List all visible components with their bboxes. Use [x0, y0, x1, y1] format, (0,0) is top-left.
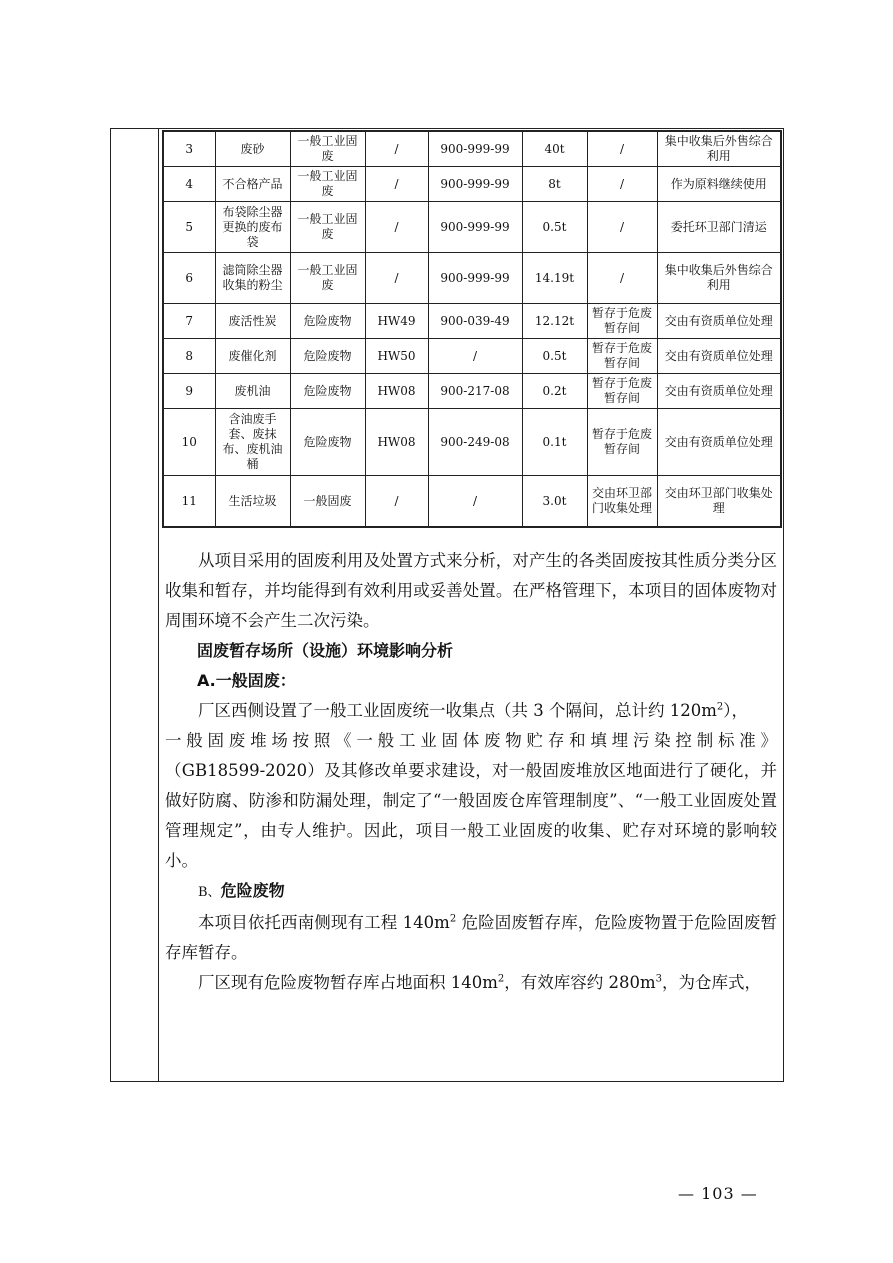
cell-amount: 40t [522, 131, 587, 167]
cell-storage: 暂存于危废暂存间 [587, 304, 657, 339]
cell-disposal: 交由有资质单位处理 [657, 409, 781, 476]
cell-disposal: 交由环卫部门收集处理 [657, 476, 781, 528]
cell-code: 900-999-99 [428, 202, 522, 253]
analysis-text [165, 546, 777, 998]
cell-amount: 0.1t [522, 409, 587, 476]
cell-storage: / [587, 202, 657, 253]
cell-code: 900-039-49 [428, 304, 522, 339]
cell-category: 一般工业固废 [290, 253, 365, 304]
cell-no: 7 [163, 304, 215, 339]
cell-hw-class: HW50 [365, 339, 428, 374]
cell-disposal: 集中收集后外售综合利用 [657, 131, 781, 167]
cell-storage: 暂存于危废暂存间 [587, 374, 657, 409]
cell-name: 废机油 [215, 374, 290, 409]
cell-category: 一般固废 [290, 476, 365, 528]
cell-disposal: 交由有资质单位处理 [657, 374, 781, 409]
cell-hw-class: HW08 [365, 409, 428, 476]
cell-disposal: 集中收集后外售综合利用 [657, 253, 781, 304]
cell-amount: 8t [522, 167, 587, 202]
table-row [163, 131, 781, 167]
cell-hw-class: / [365, 167, 428, 202]
cell-disposal: 委托环卫部门清运 [657, 202, 781, 253]
cell-name: 废活性炭 [215, 304, 290, 339]
cell-no: 6 [163, 253, 215, 304]
cell-no: 5 [163, 202, 215, 253]
cell-category: 危险废物 [290, 304, 365, 339]
cell-amount: 0.5t [522, 202, 587, 253]
cell-code: 900-999-99 [428, 131, 522, 167]
cell-no: 4 [163, 167, 215, 202]
paragraph-general-waste-line1: 厂区西侧设置了一般工业固废统一收集点（共 3 个隔间，总计约 $120m^2$）， [198, 701, 748, 720]
cell-category: 一般工业固废 [290, 131, 365, 167]
cell-disposal: 交由有资质单位处理 [657, 304, 781, 339]
frame-divider [158, 129, 159, 1081]
cell-no: 9 [163, 374, 215, 409]
paragraph-disposal-analysis: 从项目采用的固废利用及处置方式来分析，对产生的各类固废按其性质分类分区收集和暂存，并均能得到有效利用或妥善处置。在严格管理下，本项目的固体废物对周围环境不会产生二次污染。 [165, 551, 777, 630]
cell-code: 900-999-99 [428, 167, 522, 202]
cell-hw-class: / [365, 202, 428, 253]
cell-category: 一般工业固废 [290, 167, 365, 202]
paragraph-storage-capacity: 厂区现有危险废物暂存库占地面积 $140m^2$，有效库容约 $280m^3$，为仓库式， [198, 973, 762, 992]
cell-no: 10 [163, 409, 215, 476]
cell-amount: 14.19t [522, 253, 587, 304]
cell-code: / [428, 339, 522, 374]
cell-storage: 交由环卫部门收集处理 [587, 476, 657, 528]
cell-storage: 暂存于危废暂存间 [587, 339, 657, 374]
cell-name: 含油废手套、废抹布、废机油桶 [215, 409, 290, 476]
cell-storage: / [587, 253, 657, 304]
cell-amount: 3.0t [522, 476, 587, 528]
page-number: — 103 — [678, 1184, 758, 1203]
cell-category: 危险废物 [290, 339, 365, 374]
table-row [163, 167, 781, 202]
cell-name: 生活垃圾 [215, 476, 290, 528]
cell-no: 8 [163, 339, 215, 374]
cell-amount: 0.5t [522, 339, 587, 374]
cell-hw-class: / [365, 131, 428, 167]
cell-disposal: 作为原料继续使用 [657, 167, 781, 202]
heading-storage-analysis: 固废暂存场所（设施）环境影响分析 [197, 641, 454, 660]
cell-code: / [428, 476, 522, 528]
cell-hw-class: HW08 [365, 374, 428, 409]
cell-code: 900-999-99 [428, 253, 522, 304]
cell-amount: 0.2t [522, 374, 587, 409]
cell-disposal: 交由有资质单位处理 [657, 339, 781, 374]
cell-no: 11 [163, 476, 215, 528]
table-row [163, 476, 781, 528]
cell-name: 滤筒除尘器收集的粉尘 [215, 253, 290, 304]
cell-name: 布袋除尘器更换的废布袋 [215, 202, 290, 253]
cell-name: 废砂 [215, 131, 290, 167]
table-row [163, 253, 781, 304]
cell-hw-class: HW49 [365, 304, 428, 339]
cell-amount: 12.12t [522, 304, 587, 339]
table-row [163, 409, 781, 476]
cell-category: 一般工业固废 [290, 202, 365, 253]
heading-general-waste: A.一般固废： [197, 671, 296, 690]
cell-name: 废催化剂 [215, 339, 290, 374]
table-row [163, 374, 781, 409]
cell-name: 不合格产品 [215, 167, 290, 202]
cell-storage: / [587, 131, 657, 167]
table-row [163, 339, 781, 374]
cell-no: 3 [163, 131, 215, 167]
paragraph-general-waste-line2: 一般固废堆场按照《一般工业固体废物贮存和填埋污染控制标准》 [165, 731, 777, 750]
table-row [163, 202, 781, 253]
table-row [163, 304, 781, 339]
cell-storage: / [587, 167, 657, 202]
cell-hw-class: / [365, 253, 428, 304]
solid-waste-table [162, 130, 782, 528]
cell-code: 900-217-08 [428, 374, 522, 409]
cell-category: 危险废物 [290, 374, 365, 409]
cell-code: 900-249-08 [428, 409, 522, 476]
cell-category: 危险废物 [290, 409, 365, 476]
paragraph-general-waste-rest: （GB18599-2020）及其修改单要求建设，对一般固废堆放区地面进行了硬化，并做好防腐、防渗和防漏处理，制定了“一般固废仓库管理制度”、“一般工业固废处置管理规定”，由专人维护。因此，项目一般工业固废的收集、贮存对环境的影响较小。 [165, 761, 777, 870]
cell-hw-class: / [365, 476, 428, 528]
paragraph-hazardous-storage: 本项目依托西南侧现有工程 $140m^2$ 危险固废暂存库，危险废物置于危险固废暂存库暂存。 [165, 913, 778, 962]
cell-storage: 暂存于危废暂存间 [587, 409, 657, 476]
heading-hazardous-waste: B、危险废物 [198, 881, 285, 900]
